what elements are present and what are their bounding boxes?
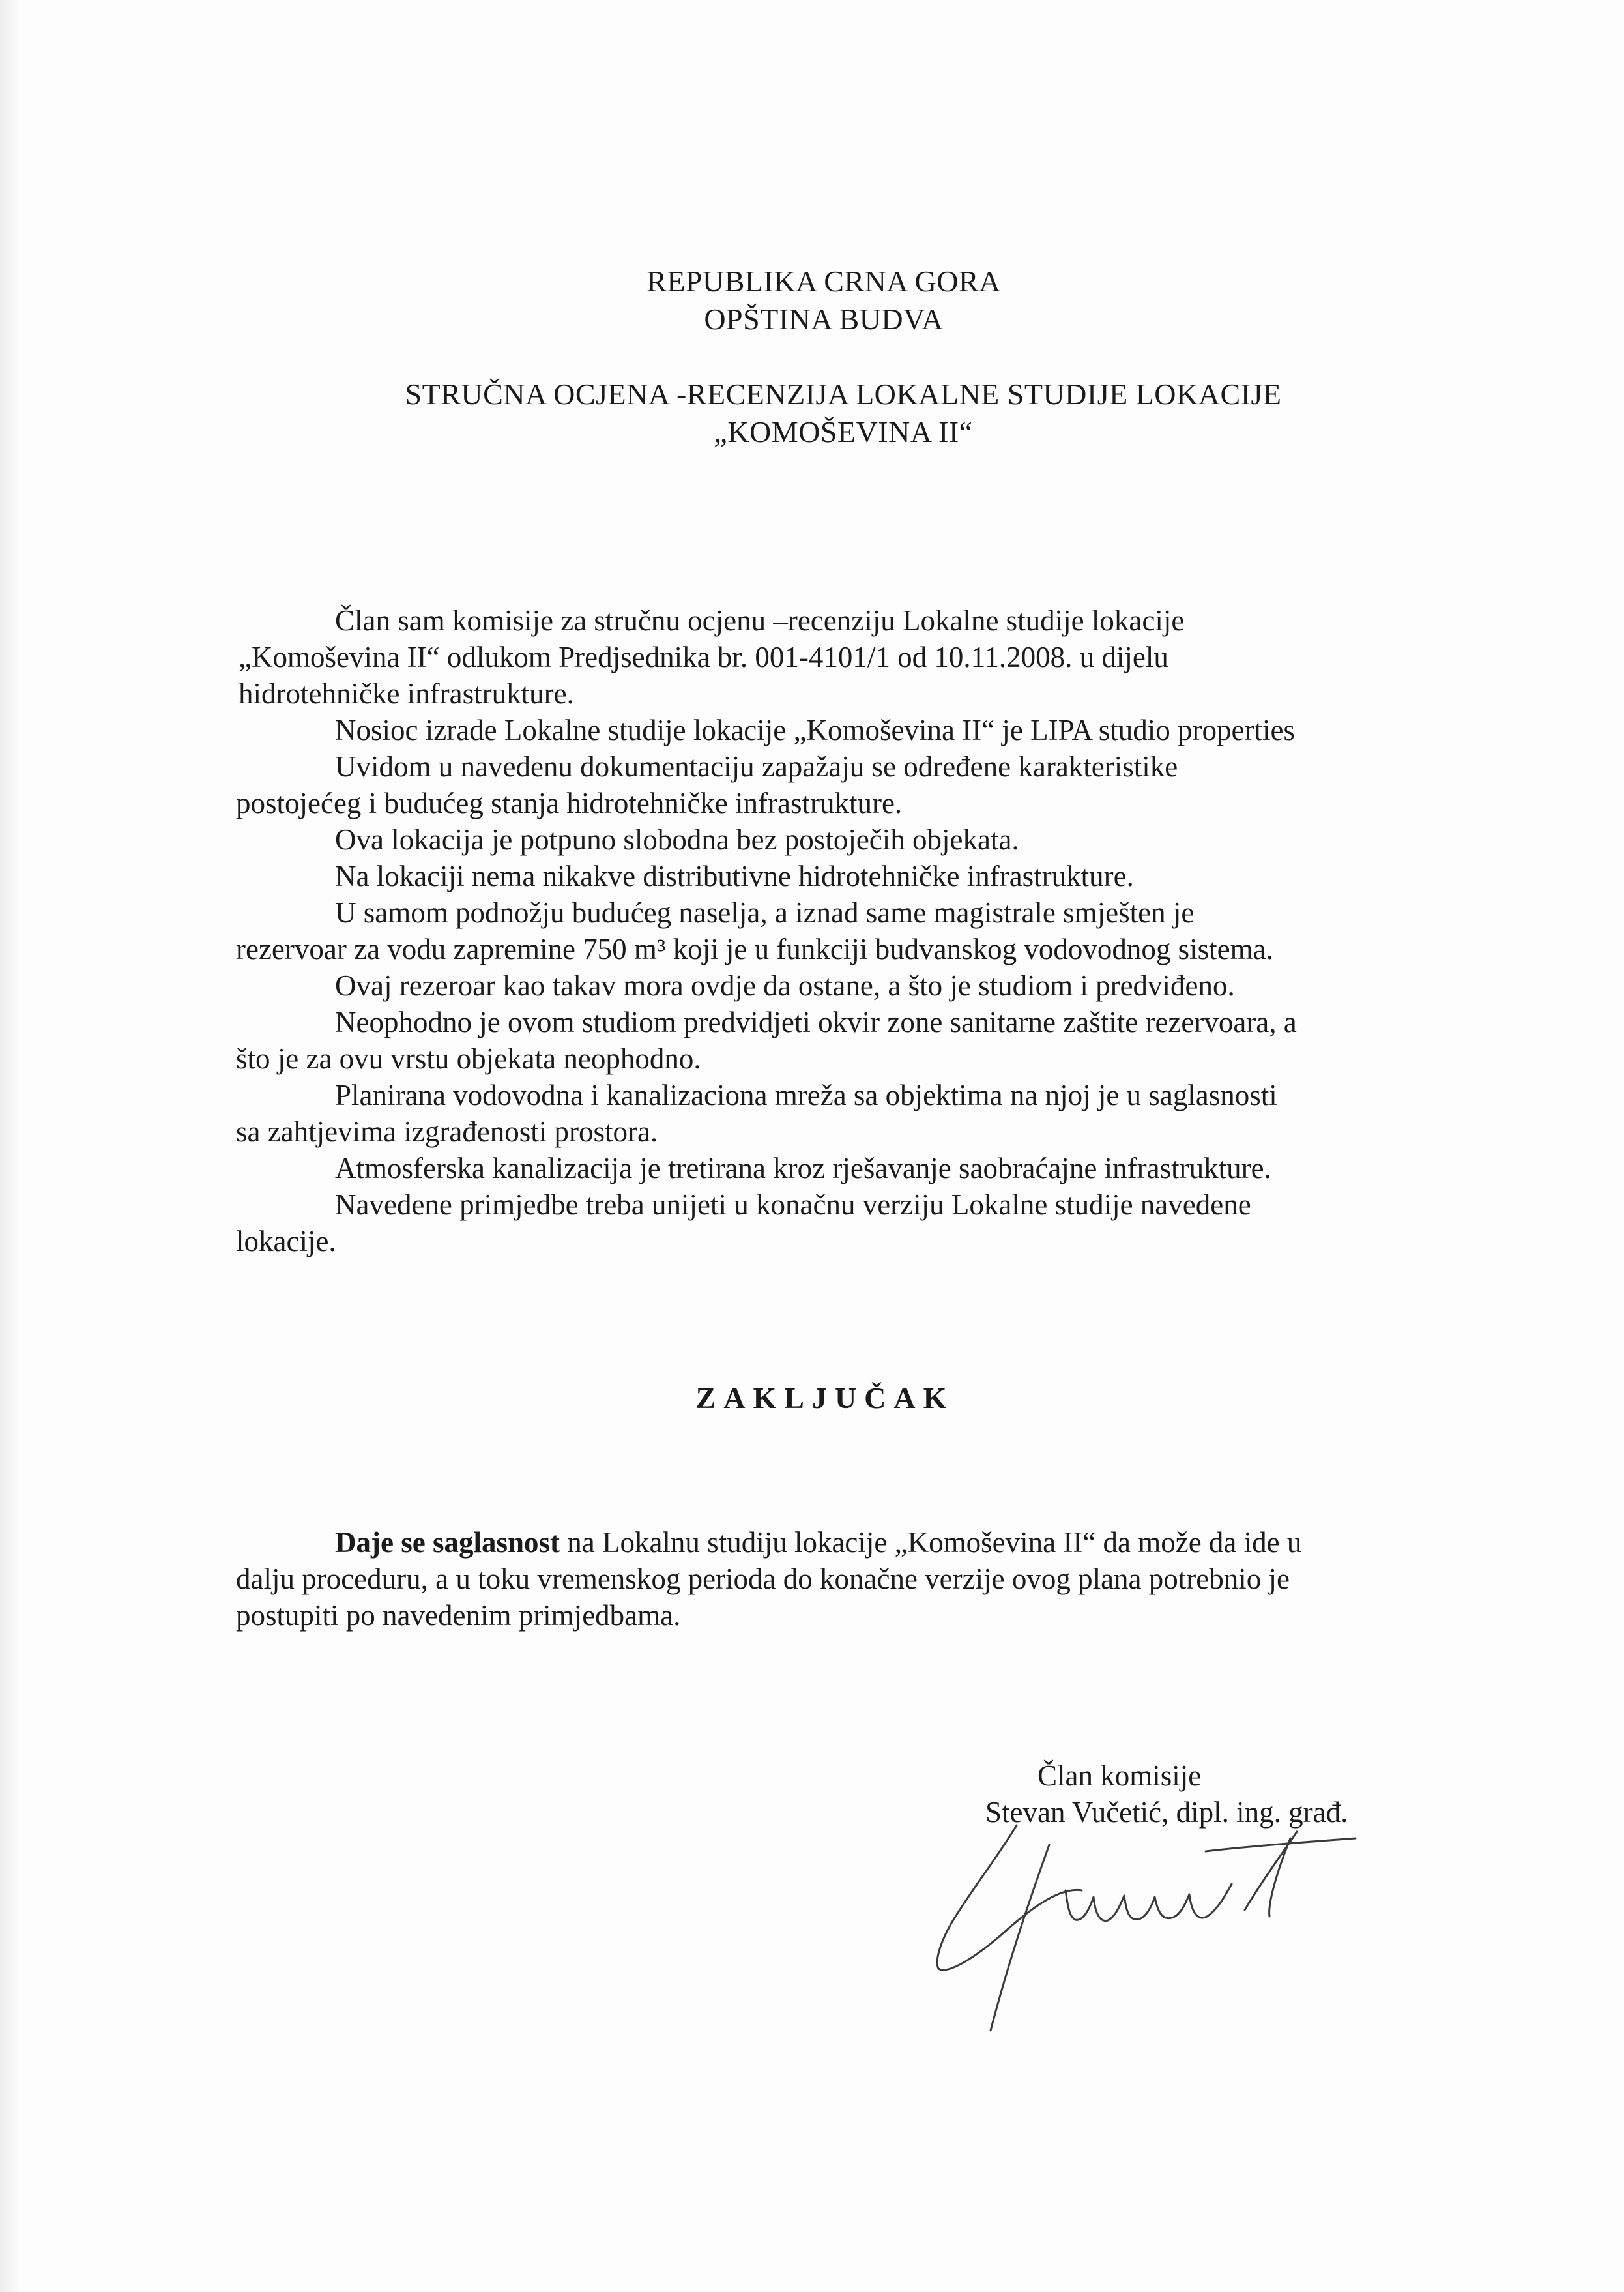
conclusion-bold-lead: Daje se saglasnost — [335, 1526, 560, 1559]
header-municipality: OPŠTINA BUDVA — [704, 302, 944, 336]
body-line: lokacije. — [236, 1225, 336, 1257]
signature-role: Član komisije — [1037, 1759, 1202, 1792]
conclusion-line-1-text: na Lokalnu studiju lokacije „Komoševina II“ da može da ide u — [560, 1526, 1302, 1559]
body-line: „Komoševina II“ odlukom Predjsednika br. 001-4101/1 od 10.11.2008. u dijelu — [239, 641, 1168, 673]
body-line: Uvidom u navedenu dokumentaciju zapažaju se određene karakteristike — [335, 750, 1178, 783]
document-title: STRUČNA OCJENA -RECENZIJA LOKALNE STUDIJE LOKACIJE — [405, 377, 1282, 411]
header-republic: REPUBLIKA CRNA GORA — [646, 265, 1001, 298]
body-line: postojećeg i budućeg stanja hidrotehničke infrastrukture. — [236, 787, 903, 819]
body-line: Ova lokacija je potpuno slobodna bez postoječih objekata. — [335, 823, 1019, 856]
conclusion-line-3: postupiti po navedenim primjedbama. — [236, 1599, 681, 1632]
body-line: što je za ovu vrstu objekata neophodno. — [236, 1042, 701, 1075]
handwritten-signature — [899, 1812, 1421, 2034]
conclusion-line-2: dalju proceduru, a u toku vremenskog perioda do konačne verzije ovog plana potrebnio je — [236, 1563, 1290, 1595]
body-line: hidrotehničke infrastrukture. — [239, 677, 574, 710]
body-line: Nosioc izrade Lokalne studije lokacije „Komoševina II“ je LIPA studio properties — [335, 714, 1295, 746]
body-line: Na lokaciji nema nikakve distributivne hidrotehničke infrastrukture. — [335, 860, 1134, 892]
scan-shadow — [0, 0, 20, 2292]
body-line: Član sam komisije za stručnu ocjenu –recenziju Lokalne studije lokacije — [335, 604, 1185, 637]
signature-name: Stevan Vučetić, dipl. ing. građ. — [985, 1796, 1348, 1829]
body-line: Atmosferska kanalizacija je tretirana kroz rješavanje saobraćajne infrastrukture. — [335, 1152, 1271, 1184]
body-line: Planirana vodovodna i kanalizaciona mreža sa objektima na njoj je u saglasnosti — [335, 1079, 1277, 1111]
conclusion-line-1 — [335, 1524, 1301, 1561]
body-line: Neophodno je ovom studiom predvidjeti okvir zone sanitarne zaštite rezervoara, a — [335, 1006, 1297, 1038]
body-line: U samom podnožju budućeg naselja, a iznad same magistrale smješten je — [335, 896, 1195, 929]
body-line: Ovaj rezeroar kao takav mora ovdje da ostane, a što je studiom i predviđeno. — [335, 969, 1235, 1002]
document-title-location: „KOMOŠEVINA II“ — [714, 415, 973, 448]
body-line: sa zahtjevima izgrađenosti prostora. — [236, 1115, 658, 1148]
body-line: Navedene primjedbe treba unijeti u konačnu verziju Lokalne studije navedene — [335, 1188, 1251, 1221]
conclusion-heading: ZAKLJUČAK — [695, 1381, 955, 1415]
body-line: rezervoar za vodu zapremine 750 m³ koji je u funkciji budvanskog vodovodnog sistema. — [236, 933, 1273, 965]
